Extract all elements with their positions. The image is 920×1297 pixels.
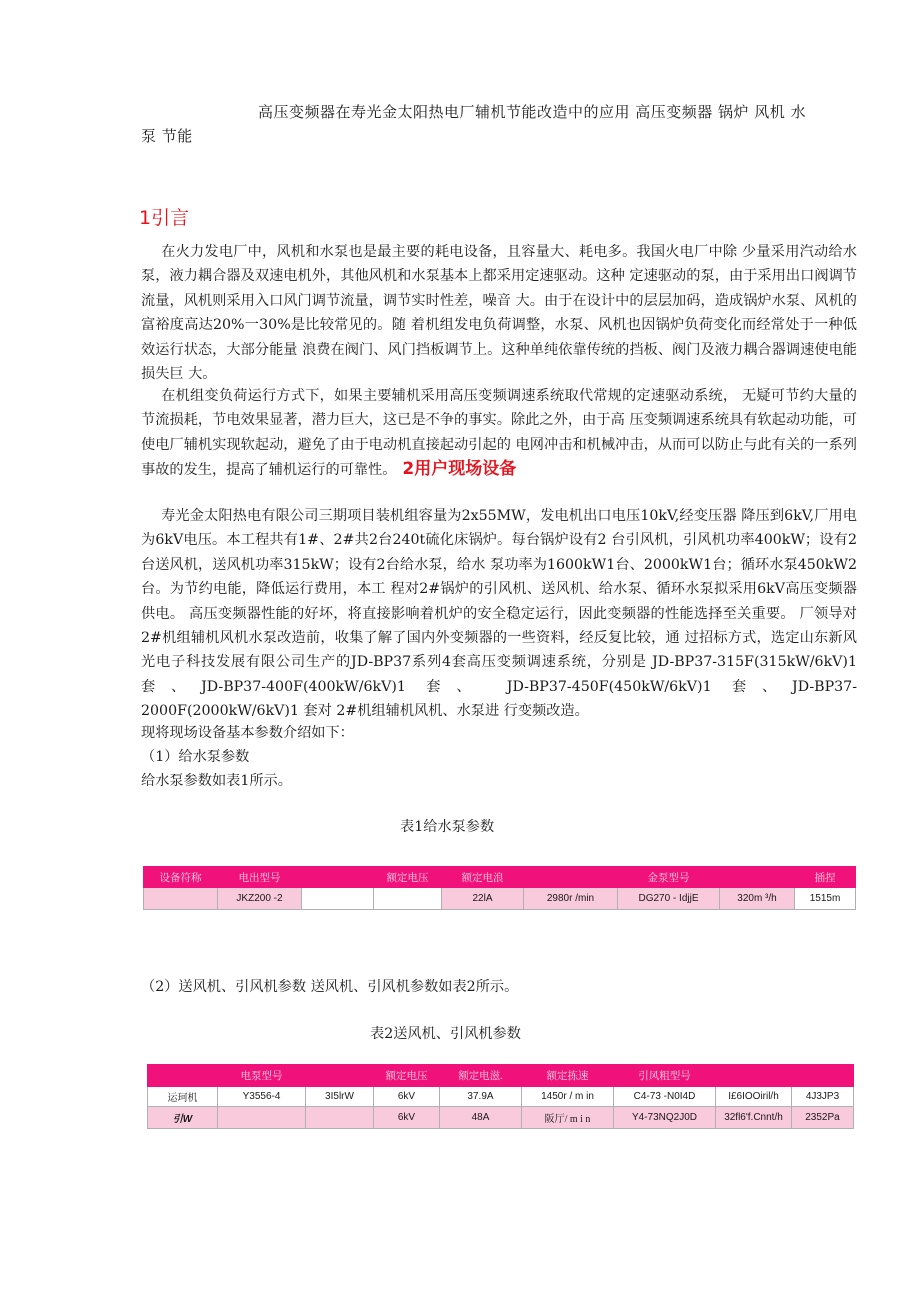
table1-header-cell — [302, 867, 374, 888]
document-title-line1: 高压变频器在寿光金太阳热电厂辅机节能改造中的应用 高压变频器 锅炉 风机 水 — [258, 103, 807, 121]
table1-header-cell: 金泵型号 — [618, 867, 720, 888]
section2-paragraph-text: 寿光金太阳热电有限公司三期项目装机组容量为2x55MW，发电机出口电压10kV,经变压器 降压到6kV,厂用电为6kV电压。本工程共有1#、2#共2台240t硫化床锅炉。每台锅炉设有2 台引风机，引风机功率400kW；设有2台送风机，送风机功率315kW；设有2台给水泵，给水 泵功率为1600kW1台、2000kW1台；循环水泵450kW2台。为节约电能，降低运行费用，本工 程对2#锅炉的引风机、送风机、给水泵、循环水泵拟采用6kV高压变频器供电。 高压变频器性能的好坏，将直接影响着机炉的安全稳定运行，因此变频器的性能选择至关重要。 厂领导对2#机组辅机风机水泵改造前，收集了解了国内外变频器的一些资料，经反复比较，通 过招标方式，选定山东新风光电子科技发展有限公司生产的JD-BP37系列4套高压变频调速系统，分别是 JD-BP37-315F(315kW/6kV)1 套、JD-BP37-400F(400kW/6kV)1 套、 JD-BP37-450F(450kW/6kV)1 套、JD-BP37-2000F(2000kW/6kV)1 套对 2#机组辅机风机、水泵进 行变频改造。 — [141, 508, 857, 720]
table2-cell: 6kV — [374, 1107, 440, 1129]
intro-line: 现将现场设备基本参数介绍如下： — [141, 725, 354, 741]
table2-cell: Y3556-4 — [218, 1087, 306, 1107]
item1-label: （1）给水泵参数 — [141, 749, 250, 765]
section1-paragraph-1-text: 在火力发电厂中，风机和水泵也是最主要的耗电设备，且容量大、耗电多。我国火电厂中除 少量采用汽动给水泵，液力耦合器及双速电机外，其他风机和水泵基本上都采用定速驱动。这种 定速驱动的泵，由于采用出口阀调节流量，风机则采用入口风门调节流量，调节实时性差，噪音 大。由于在设计中的层层加码，造成锅炉水泵、风机的富裕度高达20%一30%是比较常见的。随 着机组发电负荷调整，水泵、风机也因锅炉负荷变化而经常处于一种低效运行状态，大部分能量 浪费在阀门、风门挡板调节上。这种单纯依靠传统的挡板、阀门及液力耦合器调速使电能损失巨 大。 — [141, 244, 857, 383]
table1-cell: 22lA — [442, 888, 524, 910]
table2-cell — [218, 1107, 306, 1129]
section1-paragraph-2-text: 在机组变负荷运行方式下，如果主要辅机采用高压变频调速系统取代常规的定速驱动系统， 无疑可节约大量的节流损耗，节电效果显著，潜力巨大，这已是不争的事实。除此之外，由于高 压变频调速系统具有软起动功能，可使电厂辅机实现软起动，避免了由于电动机直接起动引起的 电网冲击和机械冲击，从而可以防止与此有关的一系列事故的发生，提高了辅机运行的可靠性。 — [141, 388, 857, 479]
table2 — [147, 1064, 854, 1129]
item1-text: 给水泵参数如表1所示。 — [141, 773, 292, 789]
table2-cell: 37.9A — [440, 1087, 522, 1107]
table2-cell: 2352Pa — [792, 1107, 854, 1129]
table2-header-cell: 额定拣速 — [522, 1065, 614, 1087]
table1-cell: DG270 - IdjjE — [618, 888, 720, 910]
section1-paragraph-2 — [141, 384, 857, 483]
table1-caption: 表1给水泵参数 — [400, 819, 495, 835]
table1-cell: 320m ³/h — [720, 888, 795, 910]
table1-cell — [144, 888, 218, 910]
table1-header-cell — [524, 867, 618, 888]
table2-header-cell: 引风粗型号 — [614, 1065, 716, 1087]
table1-cell: 2980r /min — [524, 888, 618, 910]
table2-cell: I£6IOOiril/h — [716, 1087, 792, 1107]
table2-cell: 32fl6'f.Cnnt/h — [716, 1107, 792, 1129]
table1-cell: JKZ200 -2 — [218, 888, 302, 910]
table1-cell: 1515m — [795, 888, 856, 910]
table1-cell — [374, 888, 442, 910]
table1-header-cell: 额定电压 — [374, 867, 442, 888]
section1-paragraph-1 — [141, 240, 857, 386]
document-title-line2: 泵 节能 — [141, 127, 193, 145]
table-row — [144, 888, 856, 910]
table2-cell: 3I5lrW — [306, 1087, 374, 1107]
section2-paragraph — [141, 504, 857, 724]
table2-cell: C4-73 -N0I4D — [614, 1087, 716, 1107]
table2-header-cell — [148, 1065, 218, 1087]
table2-header-cell — [792, 1065, 854, 1087]
table2-header-row — [148, 1065, 854, 1087]
table2-cell: 运珂机 — [148, 1087, 218, 1107]
item2-text: （2）送风机、引风机参数 送风机、引风机参数如表2所示。 — [141, 979, 519, 995]
table1-header-cell: 设备符称 — [144, 867, 218, 888]
section1-heading: 1引言 — [139, 207, 190, 229]
table-row — [148, 1087, 854, 1107]
table2-cell: 6kV — [374, 1087, 440, 1107]
table-row — [148, 1107, 854, 1129]
table1 — [143, 866, 856, 910]
section2-heading: 2用户现场设备 — [402, 459, 517, 480]
table2-header-cell — [716, 1065, 792, 1087]
table1-header-cell: 额定电浪 — [442, 867, 524, 888]
table2-cell: 阪厅/ m i n — [522, 1107, 614, 1129]
table2-cell: 1450r / m in — [522, 1087, 614, 1107]
table1-header-cell — [720, 867, 795, 888]
table1-header-cell: 电出型号 — [218, 867, 302, 888]
table2-header-cell: 额定电压 — [374, 1065, 440, 1087]
table2-cell — [306, 1107, 374, 1129]
table2-cell: 48A — [440, 1107, 522, 1129]
table1-cell — [302, 888, 374, 910]
table1-header-row — [144, 867, 856, 888]
table2-cell: Y4-73NQ2J0D — [614, 1107, 716, 1129]
table2-cell: 引W — [148, 1107, 218, 1129]
table1-header-cell: 插捏 — [795, 867, 856, 888]
table2-caption: 表2送风机、引风机参数 — [370, 1026, 521, 1042]
table2-header-cell — [306, 1065, 374, 1087]
table2-cell: 4J3JP3 — [792, 1087, 854, 1107]
table2-header-cell: 电泵型号 — [218, 1065, 306, 1087]
table2-header-cell: 额定电滋. — [440, 1065, 522, 1087]
